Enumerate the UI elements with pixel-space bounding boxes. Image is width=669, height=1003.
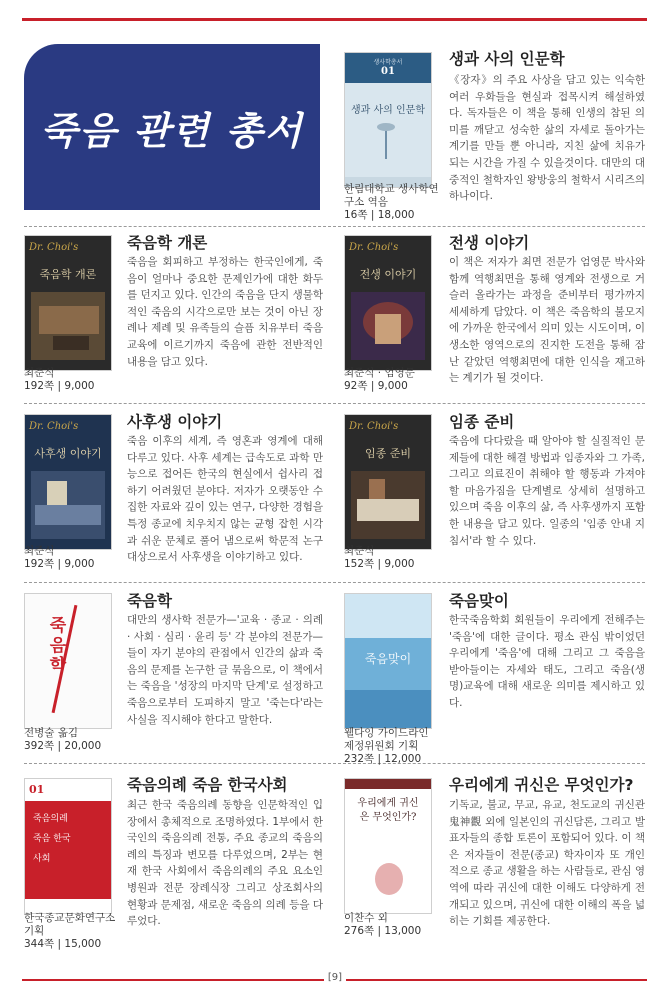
footer-rule-left <box>22 979 324 981</box>
cover-series: Dr. Choi's <box>349 242 399 253</box>
book-description: 한국죽음학회 회원들이 우리에게 전해주는 '죽음'에 대한 글이다. 평소 관심 밖이었던 우리에게 '죽음'에 대해 그리고 그 죽음을 받아들이는 자세와 태도, 그리고 죽음(생명)교육에 대해 새로운 의미를 제시하고 있다. <box>449 614 645 709</box>
book-title: 전생 이야기 <box>449 234 530 252</box>
cover-title: 사후생 이야기 <box>34 447 102 460</box>
row-divider <box>24 582 645 583</box>
cover-title: 전생 이야기 <box>359 268 417 281</box>
book-credit: 이찬수 외 <box>344 912 388 924</box>
book-description: 죽음에 다다랐을 때 알아야 할 실질적인 문제들에 대한 해결 방법과 임종자와 그 가족, 그리고 의료진이 취해야 할 행동과 가져야 할 마음가짐을 단계별로 상세히 설명하고 있으며 죽음 이후의 삶, 즉 사후생까지 포함한 내용을 담고 있다. 일종의 '임종 안내 지침서'라 할 수 있다. <box>449 435 645 547</box>
book-credit: 최준식 <box>24 545 55 557</box>
cover-title: 임종 준비 <box>364 447 411 460</box>
book-credit: 한림대학교 생사학연구소 역음 <box>344 183 439 208</box>
book-meta: 232쪽 | 12,000 <box>344 753 422 765</box>
page-footer <box>0 972 669 986</box>
book-meta: 92쪽 | 9,000 <box>344 380 408 392</box>
top-rule <box>22 18 647 21</box>
book-cover <box>344 235 432 371</box>
cover-title: 우리에게 귀신은 무엇인가? <box>357 798 419 823</box>
book-cover <box>344 52 432 188</box>
book-title: 사후생 이야기 <box>127 413 223 431</box>
book-meta: 192쪽 | 9,000 <box>24 380 95 392</box>
book-title: 우리에게 귀신은 무엇인가? <box>449 776 634 794</box>
book-cover <box>344 778 432 914</box>
book-title: 죽음학 <box>127 592 172 610</box>
book-credit: 웰다잉 가이드라인 제정위원회 기획 <box>344 727 429 752</box>
cover-series: Dr. Choi's <box>29 242 79 253</box>
page-number: [9] <box>324 972 346 983</box>
book-title: 죽음의례 죽음 한국사회 <box>127 776 288 794</box>
book-cover <box>344 414 432 550</box>
book-meta: 276쪽 | 13,000 <box>344 925 422 937</box>
book-meta: 344쪽 | 15,000 <box>24 938 102 950</box>
book-description: 죽음을 회피하고 부정하는 한국인에게, 죽음이 얼마나 중요한 문제인가에 대한 화두를 던지고 있다. 인간의 죽음을 단지 생물학적인 죽음의 시각으로만 보는 것이 아닌 장례나 제례 및 유족들의 슬픔 치유부터 죽음교육에 이르기까지 죽음에 관한 전반적인 내용을 담고 있다. <box>127 256 323 368</box>
book-title: 죽음맞이 <box>449 592 509 610</box>
book-credit: 최준식 <box>344 545 375 557</box>
cover-title: 죽음맞이 <box>364 652 412 666</box>
book-credit: 최준식 <box>24 367 55 379</box>
book-credit: 전병술 옮김 <box>24 727 79 739</box>
book-cover <box>24 778 112 914</box>
book-cover <box>24 593 112 729</box>
book-description: 기독교, 불교, 무교, 유교, 천도교의 귀신관 鬼神觀 외에 일본인의 귀신담론, 그리고 발표자들의 종합 토론이 포함되어 있다. 이 책은 저자들이 전문(종교) 학자이자 또 개인적으로 종교 생활을 하는 사람들로, 관심 영역에 따라 귀신에 대한 이해도 다양하게 전개되고 있으며, 귀신에 대한 이해의 폭을 넓히는 기회를 제공한다. <box>449 799 645 928</box>
book-credit: 최준식 · 엄영문 <box>344 367 415 379</box>
cover-title: 죽음의례 죽음 한국사회 <box>33 814 71 864</box>
cover-series: Dr. Choi's <box>29 421 79 432</box>
series-banner <box>24 44 320 210</box>
row-divider <box>24 763 645 764</box>
book-description: 대만의 생사학 전문가—'교육 · 종교 · 의례 · 사회 · 심리 · 윤리 등' 각 분야의 전문가—들이 자기 분야의 관점에서 인간의 삶과 죽음의 문제를 논구한 글 묶음으로, 이 책에서는 죽음을 '성장의 마지막 단계'로 설정하고 죽음으로부터 도피하지 말고 '죽는다'라는 사실을 직시해야 한다고 말한다. <box>127 614 323 726</box>
footer-rule-right <box>346 979 647 981</box>
book-title: 임종 준비 <box>449 413 515 431</box>
book-title: 생과 사의 인문학 <box>449 50 565 68</box>
row-divider <box>24 226 645 227</box>
book-cover <box>24 235 112 371</box>
cover-title: 죽음학 <box>49 616 67 676</box>
book-credit: 한국종교문화연구소 기획 <box>24 912 116 937</box>
book-meta: 192쪽 | 9,000 <box>24 558 95 570</box>
book-meta: 392쪽 | 20,000 <box>24 740 102 752</box>
book-meta: 152쪽 | 9,000 <box>344 558 415 570</box>
cover-number: 01 <box>29 783 45 796</box>
cover-series: Dr. Choi's <box>349 421 399 432</box>
book-description: 《장자》의 주요 사상을 담고 있는 익숙한 여러 우화들을 현실과 접목시켜 해설하였다. 독자들은 이 책을 통해 인생의 참된 의미를 깨닫고 성숙한 삶의 자세로 돌아가는 계기를 만들 뿐 아니라, 지친 삶에 치유가 되는 시간을 가질 수 있을것이다. 대만의 대중적인 철학자인 왕방웅의 철학서 시리즈의 하나이다. <box>449 74 645 203</box>
cover-series: 생사학총서 <box>373 59 403 66</box>
book-title: 죽음학 개론 <box>127 234 208 252</box>
cover-title: 생과 사의 인문학 <box>351 105 425 116</box>
cover-title: 죽음학 개론 <box>39 268 97 281</box>
book-cover <box>344 593 432 729</box>
cover-number: 01 <box>381 66 395 77</box>
book-meta: 16쪽 | 18,000 <box>344 209 415 221</box>
book-description: 죽음 이후의 세계, 즉 영혼과 영계에 대해 다루고 있다. 사후 세계는 급속도로 과학 만능으로 접어든 한국의 현실에서 쉽사리 접하기 어려웠던 분야다. 저자가 오랫동안 수집한 자료와 깊이 있는 연구, 다양한 경험을 특정 종교에 치우치지 않는 균형 잡힌 시각과 쉬운 문체로 풀어 냄으로써 학문적 논구 대상으로서 사후생을 이야기하고 있다. <box>127 435 323 564</box>
book-description: 이 책은 저자가 최면 전문가 엄영문 박사와 함께 역행최면을 통해 영계와 전생으로 거슬러 올라가는 과정을 준비부터 평가까지 세세하게 담았다. 이 책은 죽음학의 불모지에 가까운 한국에서 의미 있는 시도이며, 이 생소한 영역으로의 진지한 도전을 통해 잠난 같았던 역행최면에 대한 인식을 재고하는 계기가 될 것이다. <box>449 256 645 385</box>
banner-title: 죽음 관련 총서 <box>40 108 304 153</box>
book-cover <box>24 414 112 550</box>
book-description: 최근 한국 죽음의례 동향을 인문학적인 입장에서 총체적으로 조명하였다. 1부에서 한국인의 죽음의례 전통, 주요 종교의 죽음의례의 특징과 변모를 다루었으며, 2부는 현재 한국 사회에서 죽음의례의 주요 요소인 병원과 전문 장례식장 그리고 상조회사의 현황과 문제점, 새로운 죽음의 의례 등을 다루었다. <box>127 799 323 928</box>
row-divider <box>24 403 645 404</box>
